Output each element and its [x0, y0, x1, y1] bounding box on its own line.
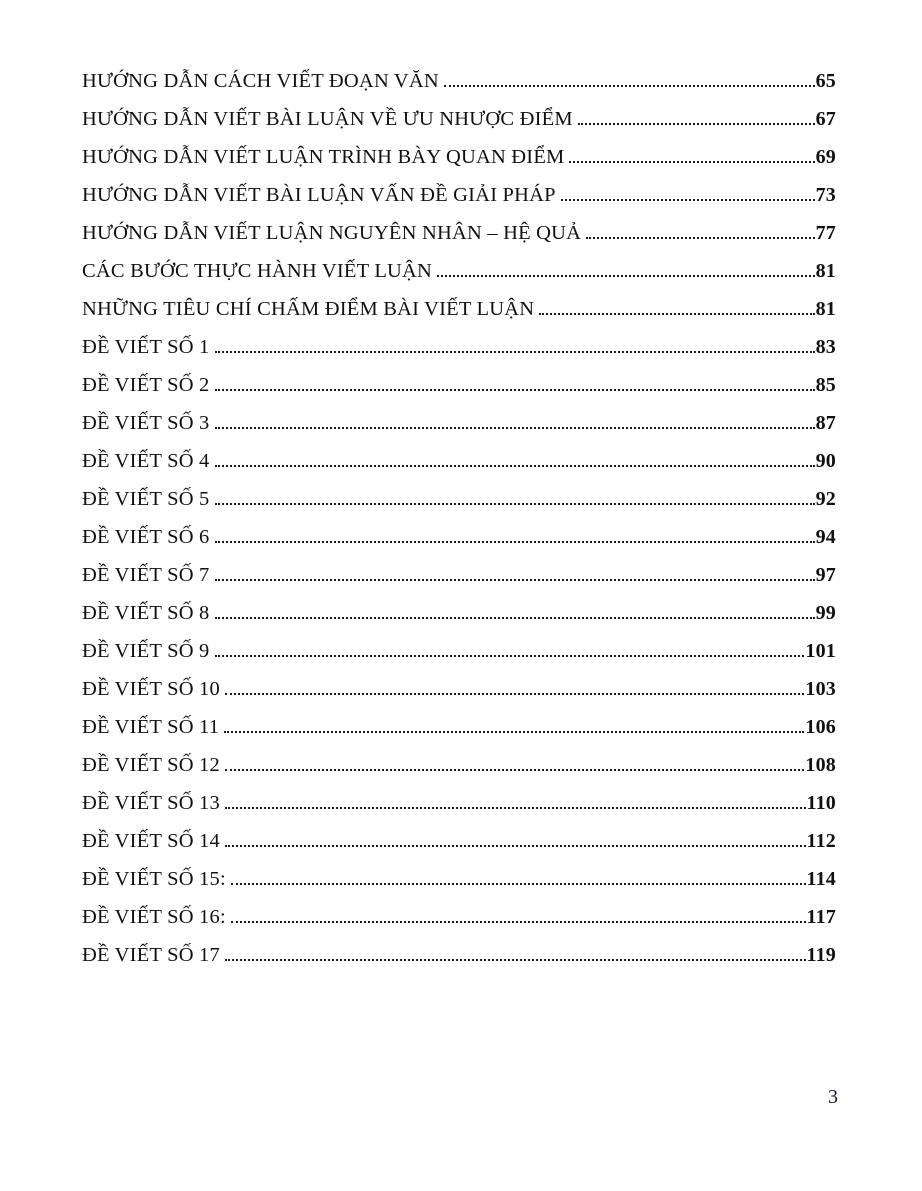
dot-leader [444, 85, 815, 87]
dot-leader [215, 503, 815, 505]
toc-entry-title: ĐỀ VIẾT SỐ 4 [82, 450, 210, 472]
toc-entry-page-number: 101 [805, 640, 836, 662]
dot-leader [215, 389, 815, 391]
toc-entry-title: ĐỀ VIẾT SỐ 14 [82, 830, 220, 852]
toc-entry[interactable] [82, 222, 836, 260]
toc-entry[interactable] [82, 298, 836, 336]
table-of-contents [82, 70, 836, 982]
toc-entry-page-number: 77 [815, 222, 836, 244]
toc-entry[interactable] [82, 488, 836, 526]
toc-entry[interactable] [82, 70, 836, 108]
toc-entry-page-number: 103 [805, 678, 836, 700]
toc-entry-page-number: 83 [815, 336, 836, 358]
toc-entry-page-number: 65 [815, 70, 836, 92]
toc-entry[interactable] [82, 260, 836, 298]
toc-entry[interactable] [82, 336, 836, 374]
toc-entry-page-number: 114 [806, 868, 836, 890]
dot-leader [225, 807, 806, 809]
toc-entry[interactable] [82, 412, 836, 450]
toc-entry-page-number: 90 [815, 450, 836, 472]
dot-leader [215, 465, 815, 467]
dot-leader [225, 845, 806, 847]
toc-entry-page-number: 85 [815, 374, 836, 396]
dot-leader [569, 161, 814, 163]
toc-entry-title: ĐỀ VIẾT SỐ 17 [82, 944, 220, 966]
toc-entry-title: ĐỀ VIẾT SỐ 3 [82, 412, 210, 434]
toc-entry-page-number: 97 [815, 564, 836, 586]
toc-entry-page-number: 81 [815, 260, 836, 282]
toc-entry-page-number: 87 [815, 412, 836, 434]
dot-leader [539, 313, 814, 315]
dot-leader [225, 693, 804, 695]
toc-entry-title: ĐỀ VIẾT SỐ 13 [82, 792, 220, 814]
dot-leader [215, 655, 805, 657]
toc-entry-title: CÁC BƯỚC THỰC HÀNH VIẾT LUẬN [82, 260, 433, 282]
toc-entry[interactable] [82, 868, 836, 906]
dot-leader [215, 541, 815, 543]
dot-leader [224, 731, 804, 733]
dot-leader [231, 883, 806, 885]
toc-entry-title: HƯỚNG DẪN VIẾT BÀI LUẬN VẤN ĐỀ GIẢI PHÁP [82, 184, 556, 206]
toc-entry[interactable] [82, 906, 836, 944]
toc-entry[interactable] [82, 450, 836, 488]
toc-entry-title: HƯỚNG DẪN VIẾT LUẬN TRÌNH BÀY QUAN ĐIỂM [82, 146, 565, 168]
toc-entry-title: ĐỀ VIẾT SỐ 1 [82, 336, 210, 358]
toc-entry[interactable] [82, 716, 836, 754]
dot-leader [225, 959, 806, 961]
toc-entry-page-number: 92 [815, 488, 836, 510]
toc-entry-title: ĐỀ VIẾT SỐ 9 [82, 640, 210, 662]
toc-entry-title: ĐỀ VIẾT SỐ 8 [82, 602, 210, 624]
dot-leader [225, 769, 804, 771]
toc-entry-page-number: 108 [805, 754, 836, 776]
toc-entry-title: ĐỀ VIẾT SỐ 11 [82, 716, 220, 738]
footer-page-number: 3 [828, 1086, 838, 1108]
toc-entry[interactable] [82, 754, 836, 792]
dot-leader [231, 921, 806, 923]
toc-entry-title: HƯỚNG DẪN VIẾT LUẬN NGUYÊN NHÂN – HỆ QUẢ [82, 222, 582, 244]
toc-entry[interactable] [82, 526, 836, 564]
toc-entry[interactable] [82, 640, 836, 678]
toc-entry-title: ĐỀ VIẾT SỐ 6 [82, 526, 210, 548]
toc-entry-page-number: 110 [806, 792, 836, 814]
toc-entry-title: ĐỀ VIẾT SỐ 2 [82, 374, 210, 396]
toc-entry-title: ĐỀ VIẾT SỐ 10 [82, 678, 220, 700]
toc-entry-page-number: 119 [806, 944, 836, 966]
toc-entry-page-number: 81 [815, 298, 836, 320]
toc-entry[interactable] [82, 108, 836, 146]
toc-entry-page-number: 73 [815, 184, 836, 206]
toc-entry[interactable] [82, 678, 836, 716]
toc-entry[interactable] [82, 792, 836, 830]
toc-entry-page-number: 117 [806, 906, 836, 928]
toc-entry[interactable] [82, 564, 836, 602]
dot-leader [437, 275, 815, 277]
dot-leader [215, 617, 815, 619]
toc-entry-page-number: 69 [815, 146, 836, 168]
dot-leader [215, 427, 815, 429]
dot-leader [578, 123, 815, 125]
toc-entry-title: ĐỀ VIẾT SỐ 5 [82, 488, 210, 510]
dot-leader [215, 351, 815, 353]
toc-entry-title: HƯỚNG DẪN VIẾT BÀI LUẬN VỀ ƯU NHƯỢC ĐIỂM [82, 108, 573, 130]
toc-entry-page-number: 94 [815, 526, 836, 548]
toc-entry[interactable] [82, 830, 836, 868]
toc-entry-title: ĐỀ VIẾT SỐ 15: [82, 868, 226, 890]
toc-entry-title: ĐỀ VIẾT SỐ 16: [82, 906, 226, 928]
toc-entry[interactable] [82, 184, 836, 222]
toc-entry[interactable] [82, 146, 836, 184]
toc-entry-title: HƯỚNG DẪN CÁCH VIẾT ĐOẠN VĂN [82, 70, 439, 92]
dot-leader [561, 199, 815, 201]
toc-entry-page-number: 112 [806, 830, 836, 852]
dot-leader [215, 579, 815, 581]
toc-entry[interactable] [82, 374, 836, 412]
toc-entry[interactable] [82, 944, 836, 982]
toc-entry-title: ĐỀ VIẾT SỐ 12 [82, 754, 220, 776]
toc-entry[interactable] [82, 602, 836, 640]
dot-leader [586, 237, 814, 239]
toc-entry-title: NHỮNG TIÊU CHÍ CHẤM ĐIỂM BÀI VIẾT LUẬN [82, 298, 535, 320]
toc-entry-page-number: 106 [805, 716, 836, 738]
toc-entry-title: ĐỀ VIẾT SỐ 7 [82, 564, 210, 586]
toc-entry-page-number: 99 [815, 602, 836, 624]
toc-entry-page-number: 67 [815, 108, 836, 130]
